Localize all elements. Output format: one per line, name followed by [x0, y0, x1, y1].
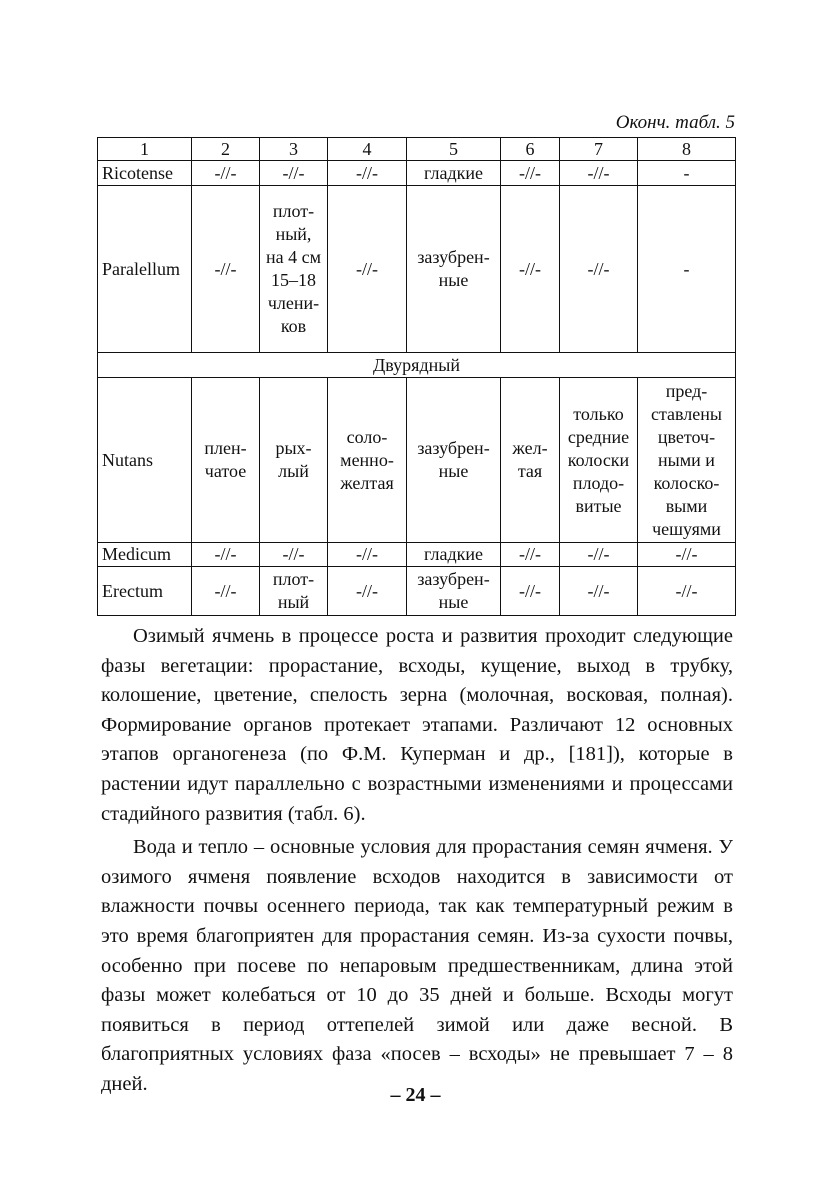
variety-name-cell: Ricotense — [98, 161, 192, 186]
header-cell: 8 — [638, 138, 736, 161]
table-continuation-caption: Оконч. табл. 5 — [615, 112, 735, 133]
table-cell: -//- — [560, 161, 638, 186]
header-cell: 1 — [98, 138, 192, 161]
table-cell: только средние колоски плодо- витые — [560, 378, 638, 543]
table-cell: -//- — [328, 186, 407, 353]
data-table — [97, 137, 736, 616]
table-group-row — [98, 353, 736, 378]
header-cell: 7 — [560, 138, 638, 161]
variety-name-cell: Medicum — [98, 543, 192, 567]
table-row — [98, 186, 736, 353]
table-cell: -//- — [501, 161, 560, 186]
table-cell: соло- менно- желтая — [328, 378, 407, 543]
variety-name-cell: Paralellum — [98, 186, 192, 353]
table-row — [98, 378, 736, 543]
paragraph: Озимый ячмень в процессе роста и развития проходит следующие фазы вегетации: прорастание, всходы, кущение, выход в трубку, колошение, цветение, спелость зерна (молочная, восковая, полная). Формирование органов протекает этапами. Различают 12 основных этапов органогенеза (по Ф.М. Куперман и др., [181]), которые в растении идут параллельно с возрастными изменениями и процессами стадийного развития (табл. 6). — [101, 625, 733, 825]
table-cell: плот- ный, на 4 см 15–18 члени- ков — [260, 186, 328, 353]
table-cell: -//- — [638, 543, 736, 567]
table-cell: -//- — [501, 186, 560, 353]
table-cell: плен- чатое — [192, 378, 260, 543]
variety-name-cell: Erectum — [98, 567, 192, 616]
table-cell: -//- — [501, 543, 560, 567]
table-cell: -//- — [560, 567, 638, 616]
table-row — [98, 543, 736, 567]
table-row — [98, 161, 736, 186]
table-cell: -//- — [260, 543, 328, 567]
table-cell: плот- ный — [260, 567, 328, 616]
table-cell: -//- — [192, 543, 260, 567]
table-cell: зазубрен- ные — [407, 567, 501, 616]
group-label-cell: Двурядный — [98, 353, 736, 378]
table-cell: - — [638, 186, 736, 353]
table-cell: гладкие — [407, 161, 501, 186]
table-header-row — [98, 138, 736, 161]
table-cell: -//- — [560, 543, 638, 567]
header-cell: 3 — [260, 138, 328, 161]
table-row — [98, 567, 736, 616]
body-text — [101, 622, 733, 1100]
table-cell: зазубрен- ные — [407, 378, 501, 543]
table-cell: -//- — [501, 567, 560, 616]
header-cell: 6 — [501, 138, 560, 161]
table-cell: - — [638, 161, 736, 186]
paragraph: Вода и тепло – основные условия для прорастания семян ячменя. У озимого ячменя появление всходов находится в зависимости от влажности почвы осеннего периода, так как температурный режим в это время благоприятен для прорастания семян. Из-за сухости почвы, особенно при посеве по непаровым предшественникам, длина этой фазы может колебаться от 10 до 35 дней и больше. Всходы могут появиться в период оттепелей зимой или даже весной. В благоприятных условиях фаза «посев – всходы» не превышает 7 – 8 дней. — [101, 836, 733, 1095]
table-cell: -//- — [260, 161, 328, 186]
table-cell: пред- ставлены цветоч- ными и колоско- выми чешуями — [638, 378, 736, 543]
table-cell: -//- — [192, 161, 260, 186]
table-cell: жел- тая — [501, 378, 560, 543]
header-cell: 2 — [192, 138, 260, 161]
table-cell: -//- — [328, 567, 407, 616]
table-cell: -//- — [328, 161, 407, 186]
header-cell: 5 — [407, 138, 501, 161]
table-cell: гладкие — [407, 543, 501, 567]
table-cell: -//- — [192, 186, 260, 353]
header-cell: 4 — [328, 138, 407, 161]
table-cell: -//- — [328, 543, 407, 567]
table-cell: рых- лый — [260, 378, 328, 543]
variety-name-cell: Nutans — [98, 378, 192, 543]
table-cell: зазубрен- ные — [407, 186, 501, 353]
table-cell: -//- — [192, 567, 260, 616]
page-number: – 24 – — [390, 1084, 441, 1106]
table-cell: -//- — [560, 186, 638, 353]
table-cell: -//- — [638, 567, 736, 616]
